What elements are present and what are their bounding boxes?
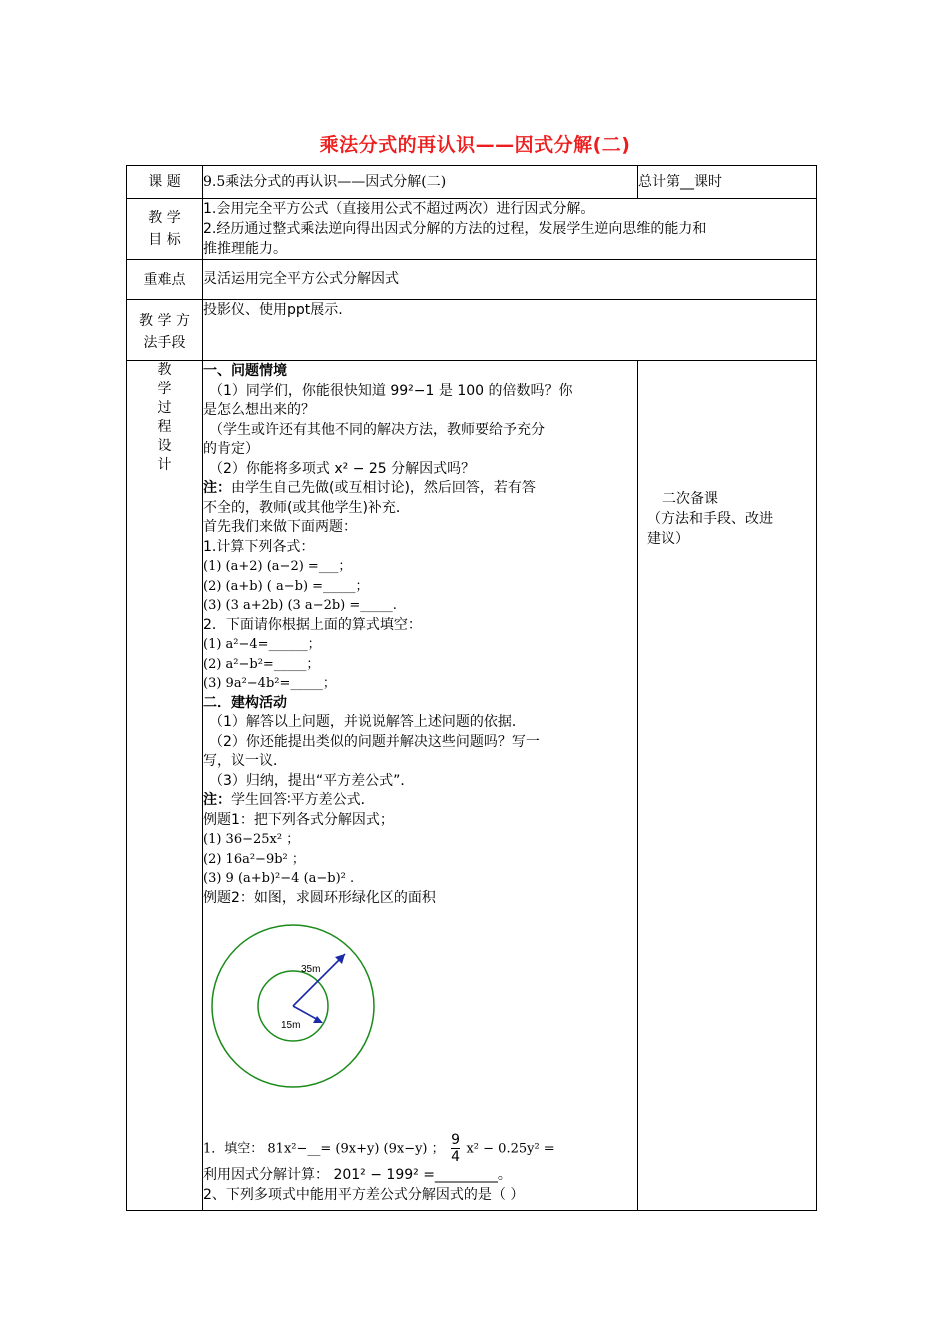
topic-label: 课 题 xyxy=(127,166,203,199)
fill-2: (2) a²−b²=_____； xyxy=(203,656,320,672)
fill-1: (1) a²−4=______； xyxy=(203,637,321,652)
example-2: 例题2：如图，求圆环形绿化区的面积 xyxy=(203,889,436,906)
note-2c: 首先我们来做下面两题： xyxy=(203,519,357,535)
process-content xyxy=(203,361,638,1211)
practice-2: 利用因式分解计算： 201² − 199² =_________。 xyxy=(203,1167,512,1183)
revision-notes: 二次备课 （方法和手段、改进 建议） xyxy=(638,361,817,1211)
note-1a: （学生或许还有其他不同的解决方法，教师要给予充分 xyxy=(209,421,545,438)
lesson-plan-table xyxy=(126,165,817,1211)
example-1-item-3: (3) 9 (a+b)²−4 (a−b)² . xyxy=(203,871,355,886)
calc-1: (1) (a+2) (a−2) =___； xyxy=(203,559,352,574)
method-label: 教 学 方 法手段 xyxy=(127,300,203,361)
calc-2: (2) (a+b) ( a−b) =_____； xyxy=(203,578,369,594)
inner-radius-label: 15m xyxy=(281,1020,301,1031)
question-1b: 是怎么想出来的？ xyxy=(203,402,315,418)
goals-content: 1.会用完全平方公式（直接用公式不超过两次）进行因式分解。 2.经历通过整式乘法逆向得出因式分解的方法的过程，发展学生逆向思维的能力和 推推理能力。 xyxy=(203,199,817,260)
note-1b: 的肯定） xyxy=(203,441,259,457)
outer-radius-arrow xyxy=(293,954,345,1006)
activity-3: （3）归纳，提出“平方差公式”． xyxy=(209,772,415,789)
page-title: 乘法分式的再认识——因式分解(二) xyxy=(319,134,631,156)
activity-2a: （2）你还能提出类似的问题并解决这些问题吗？写一 xyxy=(209,733,540,750)
key-value: 灵活运用完全平方公式分解因式 xyxy=(203,260,817,300)
activity-1: （1）解答以上问题，并说说解答上述问题的依据． xyxy=(209,714,526,730)
fill-title: 2．下面请你根据上面的算式填空： xyxy=(203,616,422,633)
process-label: 教 学 过 程 设 计 xyxy=(127,361,203,1211)
calc-3: (3) (3 a+2b) (3 a−2b) =_____. xyxy=(203,598,397,613)
practice-3: 2、下列多项式中能用平方差公式分解因式的是（ ） xyxy=(203,1186,525,1203)
example-1: 例题1：把下列各式分解因式； xyxy=(203,811,394,828)
section-1-title: 一、问题情境 xyxy=(203,363,287,379)
method-value: 投影仪、使用ppt展示. xyxy=(203,300,817,361)
question-2: （2）你能将多项式 x² − 25 分解因式吗？ xyxy=(209,460,476,477)
example-1-item-1: (1) 36−25x² ； xyxy=(203,832,300,847)
outer-radius-label: 35m xyxy=(301,964,321,975)
total-hours: 总计第__课时 xyxy=(638,166,817,199)
fill-3: (3) 9a²−4b²=_____； xyxy=(203,676,336,691)
goals-label: 教 学 目 标 xyxy=(127,199,203,260)
calc-title: 1.计算下列各式： xyxy=(203,538,315,555)
example-1-item-2: (2) 16a²−9b² ； xyxy=(203,851,305,867)
question-1a: （1）同学们，你能很快知道 99²−1 是 100 的倍数吗？你 xyxy=(209,382,573,399)
fraction-9-4: $\frac{9}{4}$ xyxy=(451,1132,461,1165)
key-label: 重难点 xyxy=(127,260,203,300)
note-2a: 注：由学生自己先做(或互相讨论)，然后回答，若有答 xyxy=(203,480,536,496)
note-3: 注：学生回答∶平方差公式． xyxy=(203,792,375,808)
topic-value: 9.5乘法分式的再认识——因式分解(二) xyxy=(203,166,638,199)
section-2-title: 二．建构活动 xyxy=(203,694,287,711)
practice-1: 1．填空： 81x²−__= (9x+y) (9x−y) ； $\frac{9}{4}$ x² − 0.25y² = xyxy=(203,1132,555,1165)
note-2b: 不全的，教师(或其他学生)补充． xyxy=(203,499,410,516)
ring-figure xyxy=(207,912,447,1092)
activity-2b: 写，议一议． xyxy=(203,753,287,769)
